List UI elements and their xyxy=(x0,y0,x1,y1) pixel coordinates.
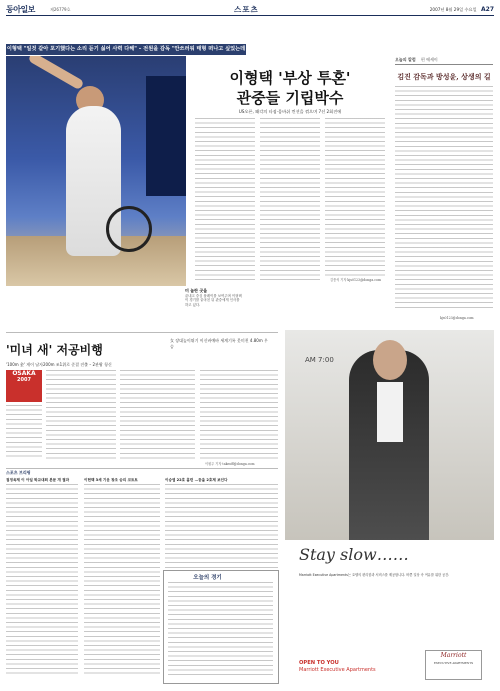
story2-body-col0 xyxy=(6,405,42,460)
page-number: A27 xyxy=(481,6,494,13)
story2-deck: 女 장대높이뛰기 이신바예바 세계기록 못미친 4.80m 우승 xyxy=(170,338,268,349)
story2-body-col2 xyxy=(120,370,195,460)
ad-tagline: Stay slow…… xyxy=(299,545,409,564)
column-divider xyxy=(395,64,493,65)
brief-item-2: 이현택 3세 기운 창조 승리 코트트 xyxy=(84,478,138,482)
issue-number: 제26779호 xyxy=(50,7,71,12)
column-header xyxy=(395,57,493,63)
osaka-badge xyxy=(6,370,42,402)
lead-headline-line2: 관중들 기립박수 xyxy=(236,89,344,107)
ad-open-1: OPEN TO YOU xyxy=(299,660,339,666)
story2-headline: '미녀 새' 저공비행 xyxy=(6,343,103,357)
date-line xyxy=(430,6,494,13)
marriott-logo xyxy=(425,650,482,680)
briefs-body-col2 xyxy=(84,484,160,674)
briefs-divider xyxy=(6,468,278,469)
lead-headline xyxy=(195,68,385,108)
masthead xyxy=(6,4,494,16)
story2-sub: '100m 金' 게이 남자200m 조1위로 준결 진출 – 2관왕 청신 xyxy=(6,362,112,367)
section-divider xyxy=(6,332,278,333)
ad-time: AM 7:00 xyxy=(305,356,334,364)
brief-item-1: 점정육제 이 아일 학교대회 본문 개 결과 xyxy=(6,478,70,482)
story2-body-col3 xyxy=(200,370,278,460)
briefs-body-col1 xyxy=(6,484,78,674)
tennis-photo xyxy=(6,56,186,286)
briefs-label: 스포츠 브리핑 xyxy=(6,470,31,475)
column-author: 편 에세이 xyxy=(421,57,438,62)
column-email: kjs0123@donga.com xyxy=(440,316,474,320)
story2-body-col1 xyxy=(46,370,116,460)
badge-line2: 2007 xyxy=(17,377,31,383)
lead-body-col3 xyxy=(325,118,385,278)
date: 2007년 8월 29일 수요일 xyxy=(429,7,477,12)
ad-brand: Marriott xyxy=(440,652,467,659)
caption-title: 미 놀란 곳을 xyxy=(185,288,208,293)
column-title: 김진 감독과 방성윤, 상생의 길 xyxy=(397,72,491,81)
briefs-body-col3 xyxy=(165,484,278,568)
column-body xyxy=(395,86,493,311)
ad-open-2: Marriott Executive Apartments xyxy=(299,667,376,673)
badge-line1: OSAKA xyxy=(12,370,36,377)
schedule-body xyxy=(168,582,273,678)
lead-headline-line1: 이형택 '부상 투혼' xyxy=(229,69,351,87)
ad-brand-sub: EXECUTIVE APARTMENTS xyxy=(433,661,474,665)
lead-banner: 이형택 "일것 같아 포기했다는 소리 듣기 싫어 사력 다해" – 전원을 감독 "안쓰러워 태형 떠나고 싶었는데 xyxy=(6,44,246,55)
story2-byline: 이원주 기자 takeoff@donga.com xyxy=(205,462,255,466)
lead-byline: 김종석 기자 kjs0123@donga.com xyxy=(330,278,381,282)
marriott-ad[interactable] xyxy=(285,330,494,684)
lead-body-col1 xyxy=(195,118,255,283)
photo-caption xyxy=(185,289,243,307)
section-title: 스포츠 xyxy=(234,5,259,14)
lead-subhead: US오픈, 왜각의 타점·몸바쉬 컨션을 꺾으며 7선 2회진에 xyxy=(238,109,342,114)
caption-body: 끝내고 중심 플레이를 보여주며 이형택이 경기를 끝마친 뒤 관중에게 인사를 하고 있다. xyxy=(185,293,242,307)
brief-item-3: 이승엽 22호 흠런 …등을 2호제 보인다 xyxy=(165,478,228,482)
ad-text: Marriott Executive Apartments는 호텔의 편리함과 서비스를 제공합니다. 바쁜 일상 속 여유를 위한 공간. xyxy=(299,573,450,577)
column-label: 오늘의 칼럼 xyxy=(395,57,416,62)
schedule-title: 오늘의 경기 xyxy=(193,575,222,581)
lead-body-col2 xyxy=(260,118,320,283)
newspaper-logo: 동아일보 xyxy=(6,4,35,14)
